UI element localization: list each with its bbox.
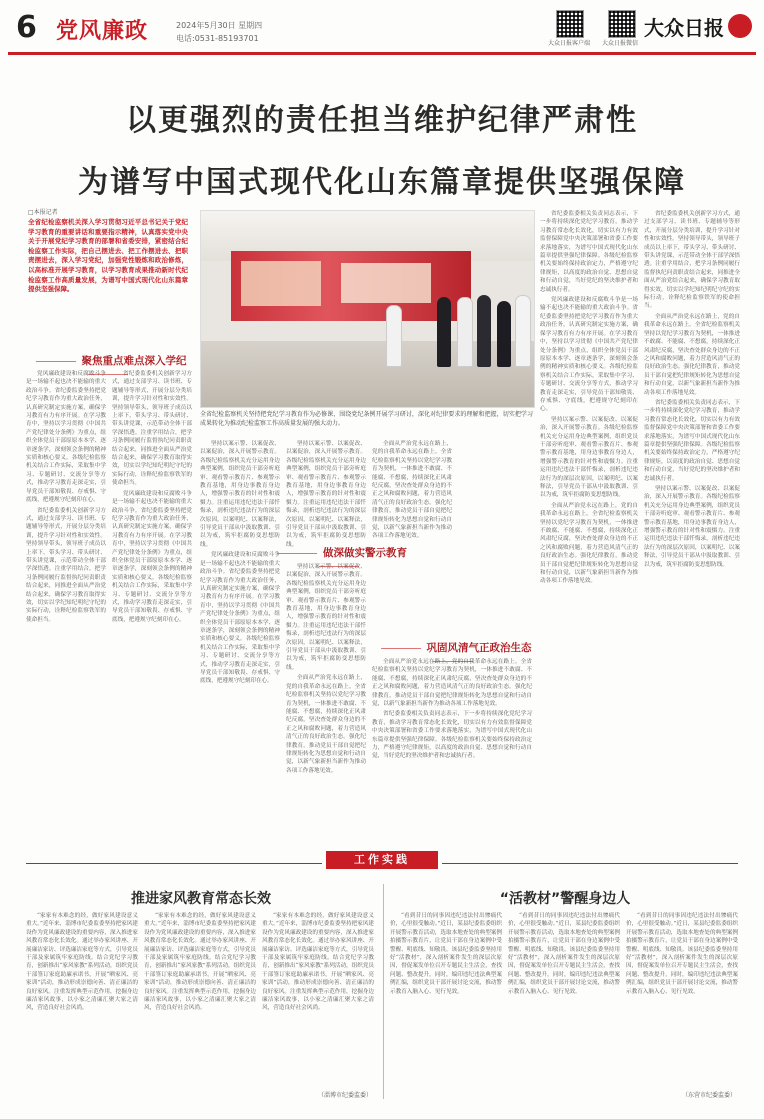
qr-code-icon xyxy=(608,10,636,38)
subhead-1: 聚焦重点难点深入学纪 xyxy=(22,353,194,380)
work-practice-label: 工作实践 xyxy=(326,851,438,869)
article-column-2: 省纪委监委机关创新学习方式，通过支部学习、读书班、专题辅导等形式，开展分层分类培训，提升学习针对性和实效性。坚持领导带头，领导班子成员以上率下，带头学习、带头研讨、带头讲党课，示范带动全体干部学深悟透。注重学用结合，把学习条例同履行监督执纪问责职责结合起来，同推进全面从严治党结合起来，确保学习教育取得实效，切实以学纪知纪明纪守纪的实际行动，诠释纪检监察铁军的使命担当。 党风廉政建设和反腐败斗争是一场输不起也决不能输的重大政治斗争。省纪委监委坚持把党纪学习教育作为重大政治任务，认真研究制定实施方案，确保学习教育有力有序开展。在学习教育中，坚持以学习贯彻《中国共产党纪律处分条例》为重点，组织全体党员干部原原本本学、逐章逐条学，深刻领会条例的精神实质和核心要义。各级纪检监察机关结合工作实际，采取集中学习、专题研讨、交流分享等方式，推动学习教育走深走实，引导党员干部知敬畏、存戒惧、守底线，把遵规守纪刻印在心。 xyxy=(112,371,192,623)
news-photo xyxy=(200,210,535,408)
warning-column-1: “看到昔日的同事因违纪违法付出惨痛代价，心里很受触动。”近日，某县纪委监委组织开展警示教育活动，选取本地查处的典型案例拍摄警示教育片，让党员干部在身边案例中受警醒、明底线、知敬畏。该县纪委监委坚持用好“活教材”，深入剖析案件发生的深层次原因，督促案发单位召开专题民主生活会，查找问题、整改提升。同时，编印违纪违法典型案例汇编，组织党员干部开展讨论交流，推动警示教育入脑入心、见行见效。 xyxy=(390,913,502,995)
lede-paragraph: 全省纪检监察机关深入学习贯彻习近平总书记关于党纪学习教育的重要讲话和重要指示精神，认真落实党中央关于开展党纪学习教育的部署和省委安排，紧密结合纪检监察工作实际，把自己摆进去、把工作摆进去、把职责摆进去，深入学习党纪，加强党性锻炼和政治修炼，以高标准开展学习教育，以学习教育成果推动新时代纪检监察工作高质量发展，为谱写中国式现代化山东篇章提供坚强保障。 xyxy=(28,218,188,294)
issue-date: 2024年5月30日 星期四 xyxy=(176,21,263,30)
article-column-5: 全面从严治党永远在路上，党的自我革命永远在路上。全省纪检监察机关坚持以党纪学习教育为契机，一体推进不敢腐、不能腐、不想腐，持续深化正风肃纪反腐，坚决查处群众身边的不正之风和腐败问题，着力营造风清气正的良好政治生态。强化纪律教育，推动党员干部自觉把纪律规矩转化为思想自觉和行动自觉，以新气象新担当新作为推动各项工作落地见效。 省纪委监委相关负责同志表示，下一步将持续深化党纪学习教育，推动学习教育常态化长效化，切实以有力有效监督保障党中央决策部署和省委工作要求落地落实，为谱写中国式现代化山东篇章提供坚强纪律保障。各级纪检监察机关要始终保持政治定力，严格遵守纪律规矩，以高度的政治自觉、思想自觉和行动自觉，当好党纪的坚决维护者和忠诚执行者。 xyxy=(372,659,532,760)
article-title-family-style: 推进家风教育常态长效 xyxy=(131,891,271,907)
article-column-4-top: 坚持以案示警、以案促改、以案促治，深入开展警示教育。各级纪检监察机关充分运用身边典型案例，组织党员干部旁听庭审、观看警示教育片、参观警示教育基地，用身边事教育身边人，增强警示教育的针对性和震慑力。注重运用违纪违法干部忏悔录，剖析违纪违法行为的深层次原因，以案明纪、以案释法，引导党员干部从中汲取教训、引以为戒，筑牢拒腐防变思想防线。 xyxy=(286,441,366,548)
article-column-5-top: 全面从严治党永远在路上，党的自我革命永远在路上。全省纪检监察机关坚持以党纪学习教育为契机，一体推进不敢腐、不能腐、不想腐，持续深化正风肃纪反腐，坚决查处群众身边的不正之风和腐败问题，着力营造风清气正的良好政治生态。强化纪律教育，推动党员干部自觉把纪律规矩转化为思想自觉和行动自觉，以新气象新担当新作为推动各项工作落地见效。 xyxy=(372,441,452,540)
article-column-6: 省纪委监委相关负责同志表示，下一步将持续深化党纪学习教育，推动学习教育常态化长效化，切实以有力有效监督保障党中央决策部署和省委工作要求落地落实，为谱写中国式现代化山东篇章提供坚强纪律保障。各级纪检监察机关要始终保持政治定力，严格遵守纪律规矩，以高度的政治自觉、思想自觉和行动自觉，当好党纪的坚决维护者和忠诚执行者。 党风廉政建设和反腐败斗争是一场输不起也决不能输的重大政治斗争。省纪委监委坚持把党纪学习教育作为重大政治任务，认真研究制定实施方案，确保学习教育有力有序开展。在学习教育中，坚持以学习贯彻《中国共产党纪律处分条例》为重点，组织全体党员干部原原本本学、逐章逐条学，深刻领会条例的精神实质和核心要义。各级纪检监察机关结合工作实际，采取集中学习、专题研讨、交流分享等方式，推动学习教育走深走实，引导党员干部知敬畏、存戒惧、守底线，把遵规守纪刻印在心。 坚持以案示警、以案促改、以案促治，深入开展警示教育。各级纪检监察机关充分运用身边典型案例，组织党员干部旁听庭审、观看警示教育片、参观警示教育基地，用身边事教育身边人，增强警示教育的针对性和震慑力。注重运用违纪违法干部忏悔录，剖析违纪违法行为的深层次原因，以案明纪、以案释法，引导党员干部从中汲取教训、引以为戒，筑牢拒腐防变思想防线。 全面从严治党永远在路上，党的自我革命永远在路上。全省纪检监察机关坚持以党纪学习教育为契机，一体推进不敢腐、不能腐、不想腐，持续深化正风肃纪反腐，坚决查处群众身边的不正之风和腐败问题，着力营造风清气正的良好政治生态。强化纪律教育，推动党员干部自觉把纪律规矩转化为思想自觉和行动自觉，以新气象新担当新作为推动各项工作落地见效。 xyxy=(540,211,638,585)
newspaper-logo: 大众日报 xyxy=(644,16,724,40)
article-column-1: 党风廉政建设和反腐败斗争是一场输不起也决不能输的重大政治斗争。省纪委监委坚持把党纪学习教育作为重大政治任务，认真研究制定实施方案，确保学习教育有力有序开展。在学习教育中，坚持以学习贯彻《中国共产党纪律处分条例》为重点，组织全体党员干部原原本本学、逐章逐条学，深刻领会条例的精神实质和核心要义。各级纪检监察机关结合工作实际，采取集中学习、专题研讨、交流分享等方式，推动学习教育走深走实，引导党员干部知敬畏、存戒惧、守底线，把遵规守纪刻印在心。 省纪委监委机关创新学习方式，通过支部学习、读书班、专题辅导等形式，开展分层分类培训，提升学习针对性和实效性。坚持领导带头，领导班子成员以上率下，带头学习、带头研讨、带头讲党课，示范带动全体干部学深悟透。注重学用结合，把学习条例同履行监督执纪问责职责结合起来，同推进全面从严治党结合起来，确保学习教育取得实效，切实以学纪知纪明纪守纪的实际行动，诠释纪检监察铁军的使命担当。 xyxy=(26,371,106,623)
warning-column-2: “看到昔日的同事因违纪违法付出惨痛代价，心里很受触动。”近日，某县纪委监委组织开展警示教育活动，选取本地查处的典型案例拍摄警示教育片，让党员干部在身边案例中受警醒、明底线、知敬畏。该县纪委监委坚持用好“活教材”，深入剖析案件发生的深层次原因，督促案发单位召开专题民主生活会，查找问题、整改提升。同时，编印违纪违法典型案例汇编，组织党员干部开展讨论交流，推动警示教育入脑入心、见行见效。 xyxy=(508,913,620,995)
qr-label: 大众日报微信 xyxy=(602,40,639,47)
family-style-column-3: “家家有本难念的经，做好家风建设意义重大。”近年来，淄博市纪委监委坚持把家风建设作为党风廉政建设的重要内容，深入推进家风教育常态化长效化。通过举办家风讲座、开展廉洁家访、评选廉洁家庭等方式，引导党员干部及家属筑牢家庭防线。结合党纪学习教育，创新推出“家风家教”系列活动，组织党员干部签订家庭助廉承诺书，开展“晒家风、亮家训”活动，推动形成崇德向善、清正廉洁的良好家风。注重发挥典型示范作用，挖掘身边廉洁家风故事，以小家之清廉汇聚大家之清风，营造良好社会风尚。 xyxy=(262,913,375,1012)
source-note-left: （淄博市纪委监委） xyxy=(318,1092,373,1099)
subhead-2: 做深做实警示教育 xyxy=(254,545,424,572)
contact-phone: 电话:0531-85193701 xyxy=(176,34,259,43)
page-header xyxy=(8,6,756,55)
family-style-column-1: “家家有本难念的经，做好家风建设意义重大。”近年来，淄博市纪委监委坚持把家风建设作为党风廉政建设的重要内容，深入推进家风教育常态化长效化。通过举办家风讲座、开展廉洁家访、评选廉洁家庭等方式，引导党员干部及家属筑牢家庭防线。结合党纪学习教育，创新推出“家风家教”系列活动，组织党员干部签订家庭助廉承诺书，开展“晒家风、亮家训”活动，推动形成崇德向善、清正廉洁的良好家风。注重发挥典型示范作用，挖掘身边廉洁家风故事，以小家之清廉汇聚大家之清风，营造良好社会风尚。 xyxy=(26,913,139,1012)
article-column-4: 坚持以案示警、以案促改、以案促治，深入开展警示教育。各级纪检监察机关充分运用身边典型案例，组织党员干部旁听庭审、观看警示教育片、参观警示教育基地，用身边事教育身边人，增强警示教育的针对性和震慑力。注重运用违纪违法干部忏悔录，剖析违纪违法行为的深层次原因，以案明纪、以案释法，引导党员干部从中汲取教训、引以为戒，筑牢拒腐防变思想防线。 全面从严治党永远在路上，党的自我革命永远在路上。全省纪检监察机关坚持以党纪学习教育为契机，一体推进不敢腐、不能腐、不想腐，持续深化正风肃纪反腐，坚决查处群众身边的不正之风和腐败问题，着力营造风清气正的良好政治生态。强化纪律教育，推动党员干部自觉把纪律规矩转化为思想自觉和行动自觉，以新气象新担当新作为推动各项工作落地见效。 xyxy=(286,564,366,774)
column-divider xyxy=(383,884,384,1099)
qr-code-icon xyxy=(556,10,584,38)
article-column-7: 省纪委监委机关创新学习方式，通过支部学习、读书班、专题辅导等形式，开展分层分类培训，提升学习针对性和实效性。坚持领导带头，领导班子成员以上率下，带头学习、带头研讨、带头讲党课，示范带动全体干部学深悟透。注重学用结合，把学习条例同履行监督执纪问责职责结合起来，同推进全面从严治党结合起来，确保学习教育取得实效，切实以学纪知纪明纪守纪的实际行动，诠释纪检监察铁军的使命担当。 全面从严治党永远在路上，党的自我革命永远在路上。全省纪检监察机关坚持以党纪学习教育为契机，一体推进不敢腐、不能腐、不想腐，持续深化正风肃纪反腐，坚决查处群众身边的不正之风和腐败问题，着力营造风清气正的良好政治生态。强化纪律教育，推动党员干部自觉把纪律规矩转化为思想自觉和行动自觉，以新气象新担当新作为推动各项工作落地见效。 省纪委监委相关负责同志表示，下一步将持续深化党纪学习教育，推动学习教育常态化长效化，切实以有力有效监督保障党中央决策部署和省委工作要求落地落实，为谱写中国式现代化山东篇章提供坚强纪律保障。各级纪检监察机关要始终保持政治定力，严格遵守纪律规矩，以高度的政治自觉、思想自觉和行动自觉，当好党纪的坚决维护者和忠诚执行者。 坚持以案示警、以案促改、以案促治，深入开展警示教育。各级纪检监察机关充分运用身边典型案例，组织党员干部旁听庭审、观看警示教育片、参观警示教育基地，用身边事教育身边人，增强警示教育的针对性和震慑力。注重运用违纪违法干部忏悔录，剖析违纪违法行为的深层次原因，以案明纪、以案释法，引导党员干部从中汲取教训、引以为戒，筑牢拒腐防变思想防线。 xyxy=(644,211,740,568)
main-headline xyxy=(0,95,764,201)
article-column-3: 坚持以案示警、以案促改、以案促治，深入开展警示教育。各级纪检监察机关充分运用身边典型案例，组织党员干部旁听庭审、观看警示教育片、参观警示教育基地，用身边事教育身边人，增强警示教育的针对性和震慑力。注重运用违纪违法干部忏悔录，剖析违纪违法行为的深层次原因，以案明纪、以案释法，引导党员干部从中汲取教训、引以为戒，筑牢拒腐防变思想防线。 党风廉政建设和反腐败斗争是一场输不起也决不能输的重大政治斗争。省纪委监委坚持把党纪学习教育作为重大政治任务，认真研究制定实施方案，确保学习教育有力有序开展。在学习教育中，坚持以学习贯彻《中国共产党纪律处分条例》为重点，组织全体党员干部原原本本学、逐章逐条学，深刻领会条例的精神实质和核心要义。各级纪检监察机关结合工作实际，采取集中学习、专题研讨、交流分享等方式，推动学习教育走深走实，引导党员干部知敬畏、存戒惧、守底线，把遵规守纪刻印在心。 xyxy=(200,441,280,685)
subhead-3: 巩固风清气正政治生态 xyxy=(368,640,538,667)
page-number: 6 xyxy=(16,10,37,45)
article-title-warning: “活教材”警醒身边人 xyxy=(499,891,631,907)
qr-label: 大众日报客户端 xyxy=(548,40,591,47)
photo-caption: 全省纪检监察机关坚持把党纪学习教育作为必修课，围绕党纪条例开展学习研讨，深化对纪律要求的理解和把握，切实把学习成果转化为推动纪检监察工作高质量发展的强大动力。 xyxy=(200,411,533,427)
headline-line-2: 为谱写中国式现代化山东篇章提供坚强保障 xyxy=(78,165,686,200)
family-style-column-2: “家家有本难念的经，做好家风建设意义重大。”近年来，淄博市纪委监委坚持把家风建设作为党风廉政建设的重要内容，深入推进家风教育常态化长效化。通过举办家风讲座、开展廉洁家访、评选廉洁家庭等方式，引导党员干部及家属筑牢家庭防线。结合党纪学习教育，创新推出“家风家教”系列活动，组织党员干部签订家庭助廉承诺书，开展“晒家风、亮家训”活动，推动形成崇德向善、清正廉洁的良好家风。注重发挥典型示范作用，挖掘身边廉洁家风故事，以小家之清廉汇聚大家之清风，营造良好社会风尚。 xyxy=(144,913,257,1012)
warning-column-3: “看到昔日的同事因违纪违法付出惨痛代价，心里很受触动。”近日，某县纪委监委组织开展警示教育活动，选取本地查处的典型案例拍摄警示教育片，让党员干部在身边案例中受警醒、明底线、知敬畏。该县纪委监委坚持用好“活教材”，深入剖析案件发生的深层次原因，督促案发单位召开专题民主生活会，查找问题、整改提升。同时，编印违纪违法典型案例汇编，组织党员干部开展讨论交流，推动警示教育入脑入心、见行见效。 xyxy=(626,913,738,995)
logo-emblem-icon xyxy=(728,14,752,38)
byline: □本报记者 xyxy=(28,209,58,216)
section-title: 党风廉政 xyxy=(56,19,149,44)
headline-line-1: 以更强烈的责任担当维护纪律严肃性 xyxy=(126,103,638,138)
source-note-right: （东营市纪委监委） xyxy=(682,1092,737,1099)
